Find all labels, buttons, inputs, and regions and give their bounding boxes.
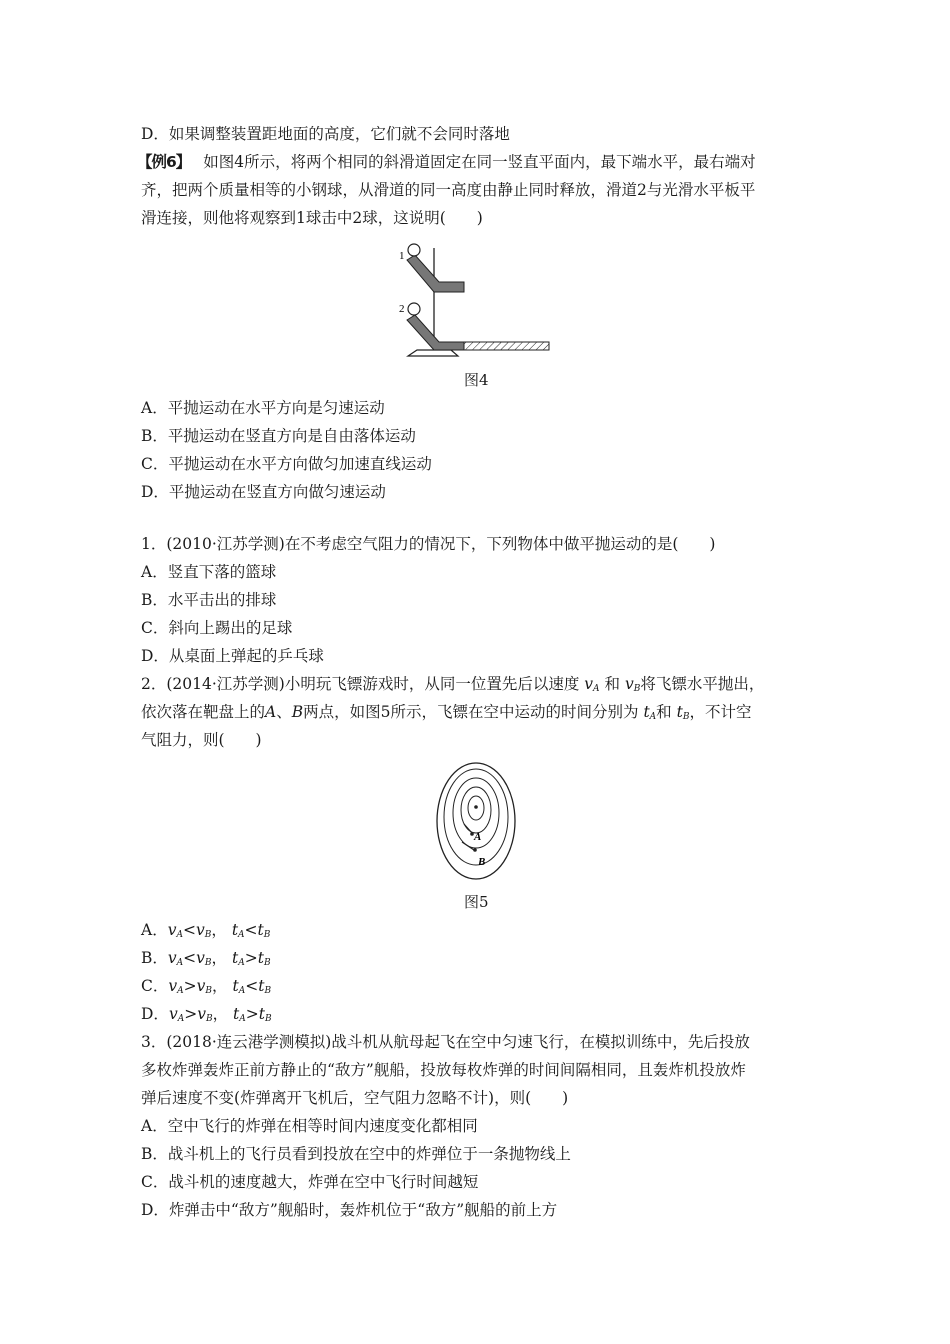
example6-option-c: C．平抛运动在水平方向做匀加速直线运动 [141,455,432,473]
q2-var-t: t [233,1005,240,1023]
q2-var-v: v [168,977,178,995]
q1-option-d: D．从桌面上弹起的乒乓球 [141,647,324,665]
q2-var-t: t [258,977,265,995]
q2-line2 [141,702,752,727]
q2-var-v: v [584,675,594,693]
example6-tag: 【例6】 [137,153,191,171]
q2-relation: > [184,1005,198,1023]
option-letter: C． [141,977,169,995]
q2-text: 和 [656,703,672,721]
q2-var-v: v [196,977,206,995]
q2-sep: ， [212,1005,229,1023]
q2-text: 2．(2014·江苏学测)小明玩飞镖游戏时，从同一位置先后以速度 [141,675,580,693]
q3-option-d: D．炸弹击中“敌方”舰船时，轰炸机位于“敌方”舰船的前上方 [141,1201,558,1219]
q2-relation: < [183,949,197,967]
q2-sub: A [593,684,600,694]
q2-option-b [141,948,271,973]
q3-line3: 弹后速度不变(炸弹离开飞机后，空气阻力忽略不计)，则( ) [141,1089,569,1107]
q2-var-v: v [196,949,205,967]
figure-5-point-b: B [478,856,486,868]
q2-text: 两点，如图5所示，飞镖在空中运动的时间分别为 [303,703,639,721]
q2-text: 和 [604,675,620,693]
q2-text: 、 [276,703,292,721]
q1-stem: 1．(2010·江苏学测)在不考虑空气阻力的情况下，下列物体中做平抛运动的是( ) [141,535,716,553]
q2-line1 [141,674,764,699]
q2-sub: A [176,958,184,968]
q2-sub: B [682,712,690,722]
q2-sub: B [263,930,271,940]
q2-point: A [265,703,277,721]
example6-option-d: D．平抛运动在竖直方向做匀速运动 [141,483,386,501]
q2-var-t: t [258,1005,266,1023]
q2-text: ，不计空 [689,703,752,721]
option-letter: D． [141,1005,169,1023]
q2-text: 将飞镖水平抛出， [640,675,765,693]
q2-relation: < [182,921,196,939]
q1-option-b: B．水平击出的排球 [141,591,277,609]
example6-line2: 齐，把两个质量相等的小钢球，从滑道的同一高度由静止同时释放，滑道2与光滑水平板平 [141,181,756,199]
q2-sub: B [263,958,271,968]
q1-option-a: A．竖直下落的篮球 [141,563,277,581]
q3-line1: 3．(2018·连云港学测模拟)战斗机从航母起飞在空中匀速飞行，在模拟训练中，先后投放 [141,1033,750,1051]
figure-4-label-1: 1 [399,250,405,262]
q2-var-t: t [232,949,239,967]
q2-point: B [291,703,304,721]
q2-sub: B [204,958,212,968]
q2-relation: < [244,921,258,939]
q2-sub: B [205,1014,213,1024]
q3-option-c: C．战斗机的速度越大，炸弹在空中飞行时间越短 [141,1173,479,1191]
q2-option-d [141,1004,272,1029]
q3-line2: 多枚炸弹轰炸正前方静止的“敌方”舰船，投放每枚炸弹的时间间隔相同，且轰炸机投放炸 [141,1061,746,1079]
q3-option-b: B．战斗机上的飞行员看到投放在空中的炸弹位于一条抛物线上 [141,1145,571,1163]
q2-sub: A [649,712,657,722]
q2-var-t: t [676,703,683,721]
q2-relation: > [183,977,197,995]
q2-sub: B [265,1014,272,1024]
prev-option-d: D．如果调整装置距地面的高度，它们就不会同时落地 [141,125,510,143]
q2-var-v: v [167,921,177,939]
figure-4-label-2: 2 [399,303,405,315]
q2-line3: 气阻力，则( ) [141,731,262,749]
q2-var-v: v [197,1005,206,1023]
q2-var-t: t [257,949,264,967]
q2-sub: B [204,930,212,940]
figure-4-caption: 图4 [464,371,489,389]
example6-option-a: A．平抛运动在水平方向是匀速运动 [141,399,385,417]
q2-sub: A [238,930,245,940]
q2-sub: B [264,986,272,996]
q2-sub: B [633,684,641,694]
q3-option-a: A．空中飞行的炸弹在相等时间内速度变化都相同 [141,1117,478,1135]
q2-sub: B [205,986,213,996]
q2-var-v: v [168,1005,178,1023]
q2-sub: A [239,1014,246,1024]
q2-var-t: t [231,921,239,939]
q2-var-v: v [195,921,205,939]
q2-var-v: v [167,949,177,967]
q2-var-t: t [643,703,650,721]
q2-text: 依次落在靶盘上的 [141,703,266,721]
figure-5-point-a: A [474,831,482,843]
option-letter: B． [141,949,168,967]
q2-option-a [141,920,270,945]
q2-sep: ， [211,949,228,967]
q2-option-c [141,976,271,1001]
example6-text-1: 如图4所示，将两个相同的斜滑道固定在同一竖直平面内，最下端水平，最右端对 [203,153,756,171]
example6-option-b: B．平抛运动在竖直方向是自由落体运动 [141,427,416,445]
q2-sub: A [176,930,183,940]
q2-sub: A [177,986,184,996]
q2-relation: < [245,977,259,995]
q2-var-t: t [257,921,264,939]
q2-sep: ， [212,977,228,995]
figure-5-dartboard [434,758,522,884]
example6-line1 [137,152,756,172]
q2-var-v: v [624,675,634,693]
option-letter: A． [141,921,168,939]
q2-relation: > [245,1005,259,1023]
q2-sub: A [177,1014,185,1024]
example6-line3: 滑连接，则他将观察到1球击中2球，这说明( ) [141,209,483,227]
q2-sub: A [238,986,246,996]
figure-5-caption: 图5 [464,893,489,911]
q2-relation: > [244,949,258,967]
q2-sub: A [238,958,245,968]
q2-sep: ， [211,921,227,939]
q1-option-c: C．斜向上踢出的足球 [141,619,293,637]
figure-4-slide-apparatus [395,236,555,362]
q2-var-t: t [232,977,239,995]
